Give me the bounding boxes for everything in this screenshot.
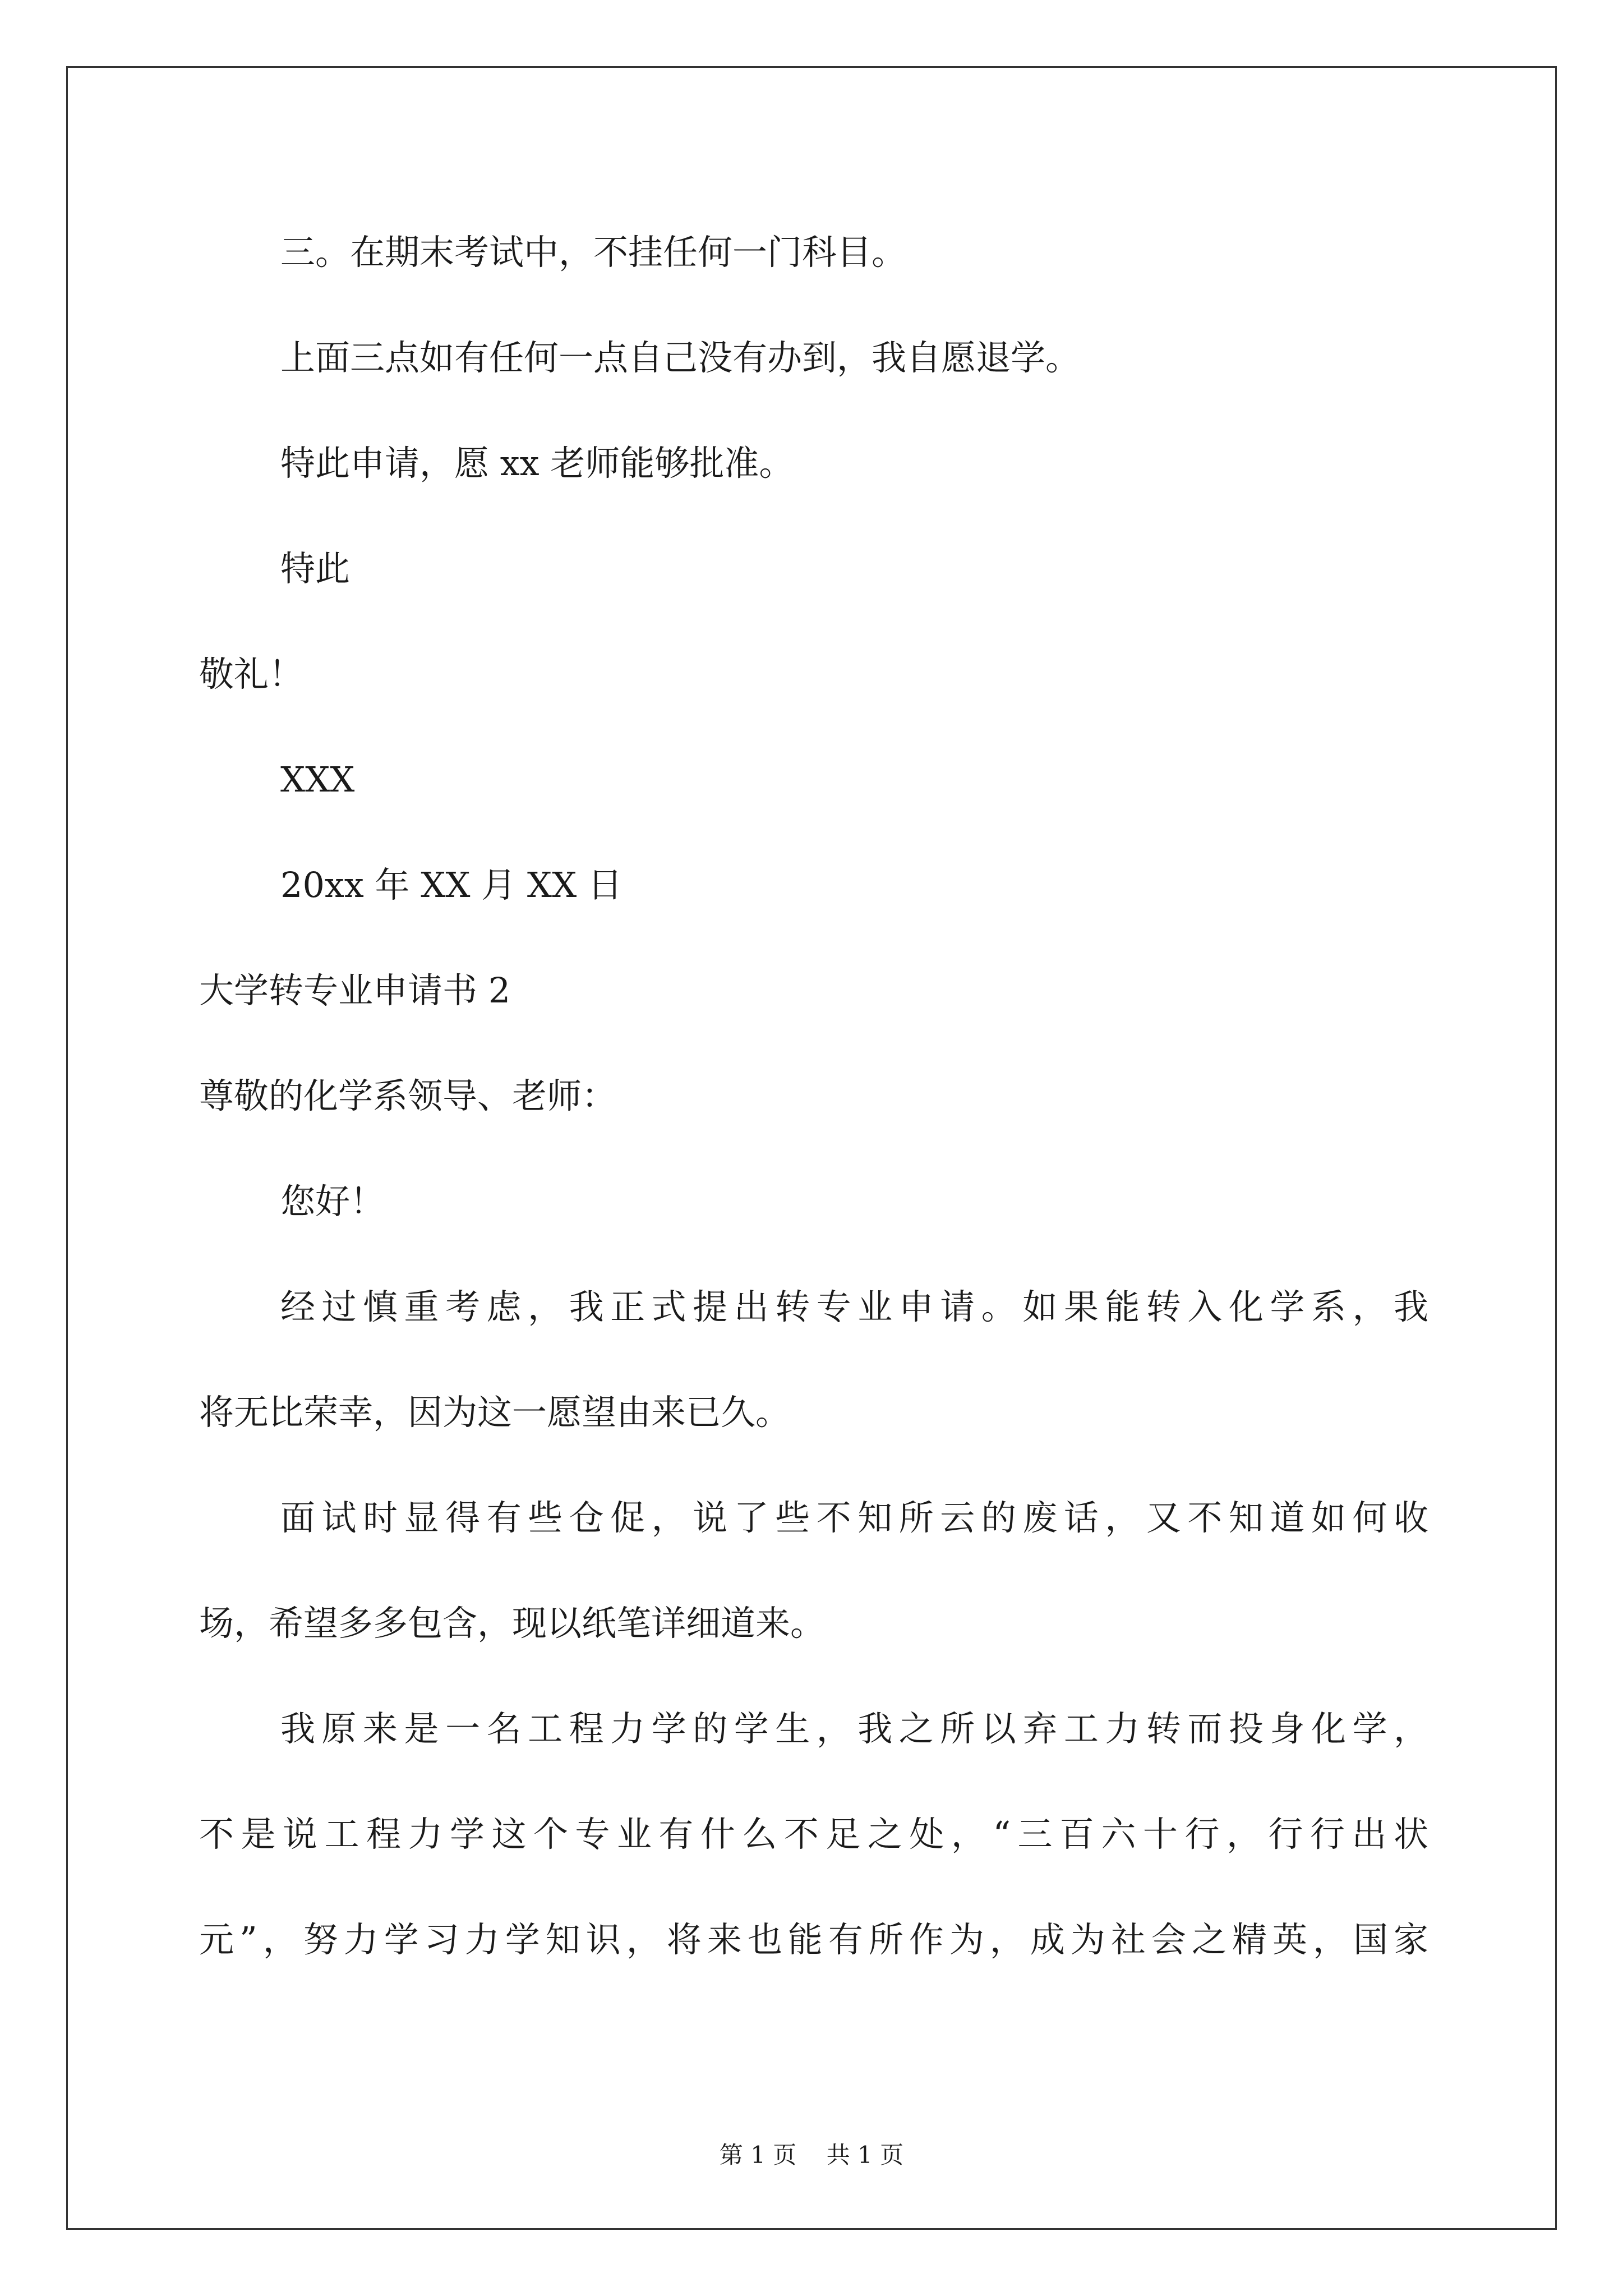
page-number-footer: 第 1 页 共 1 页 [719, 2141, 904, 2169]
paragraph-line: 上面三点如有任何一点自己没有办到，我自愿退学。 [280, 337, 1081, 378]
signature-name: XXX [280, 759, 355, 800]
paragraph-line: 特此 [280, 548, 351, 589]
greeting-line: 您好！ [280, 1181, 385, 1222]
recipient-line: 尊敬的化学系领导、老师： [199, 1075, 617, 1116]
signature-date: 20xx 年 XX 月 XX 日 [280, 864, 623, 905]
paragraph-line: 场，希望多多包含，现以纸笔详细道来。 [199, 1603, 826, 1644]
paragraph-line: 面试时显得有些仓促，说了些不知所云的废话，又不知道如何收 [280, 1497, 1428, 1538]
paragraph-line: 经过慎重考虑，我正式提出转专业申请。如果能转入化学系，我 [280, 1286, 1428, 1327]
section-title: 大学转专业申请书 2 [199, 970, 511, 1011]
salutation-closing: 敬礼！ [199, 654, 304, 694]
page-border [66, 66, 1557, 2230]
paragraph-line: 三。在期末考试中，不挂任何一门科目。 [280, 232, 907, 273]
paragraph-line: 特此申请，愿 xx 老师能够批准。 [280, 443, 794, 484]
paragraph-line: 将无比荣幸，因为这一愿望由来已久。 [199, 1392, 791, 1433]
paragraph-line: 元”，努力学习力学知识，将来也能有所作为，成为社会之精英，国家 [199, 1919, 1428, 1960]
paragraph-line: 不是说工程力学这个专业有什么不足之处，“三百六十行，行行出状 [199, 1814, 1428, 1855]
paragraph-line: 我原来是一名工程力学的学生，我之所以弃工力转而投身化学， [280, 1708, 1428, 1749]
